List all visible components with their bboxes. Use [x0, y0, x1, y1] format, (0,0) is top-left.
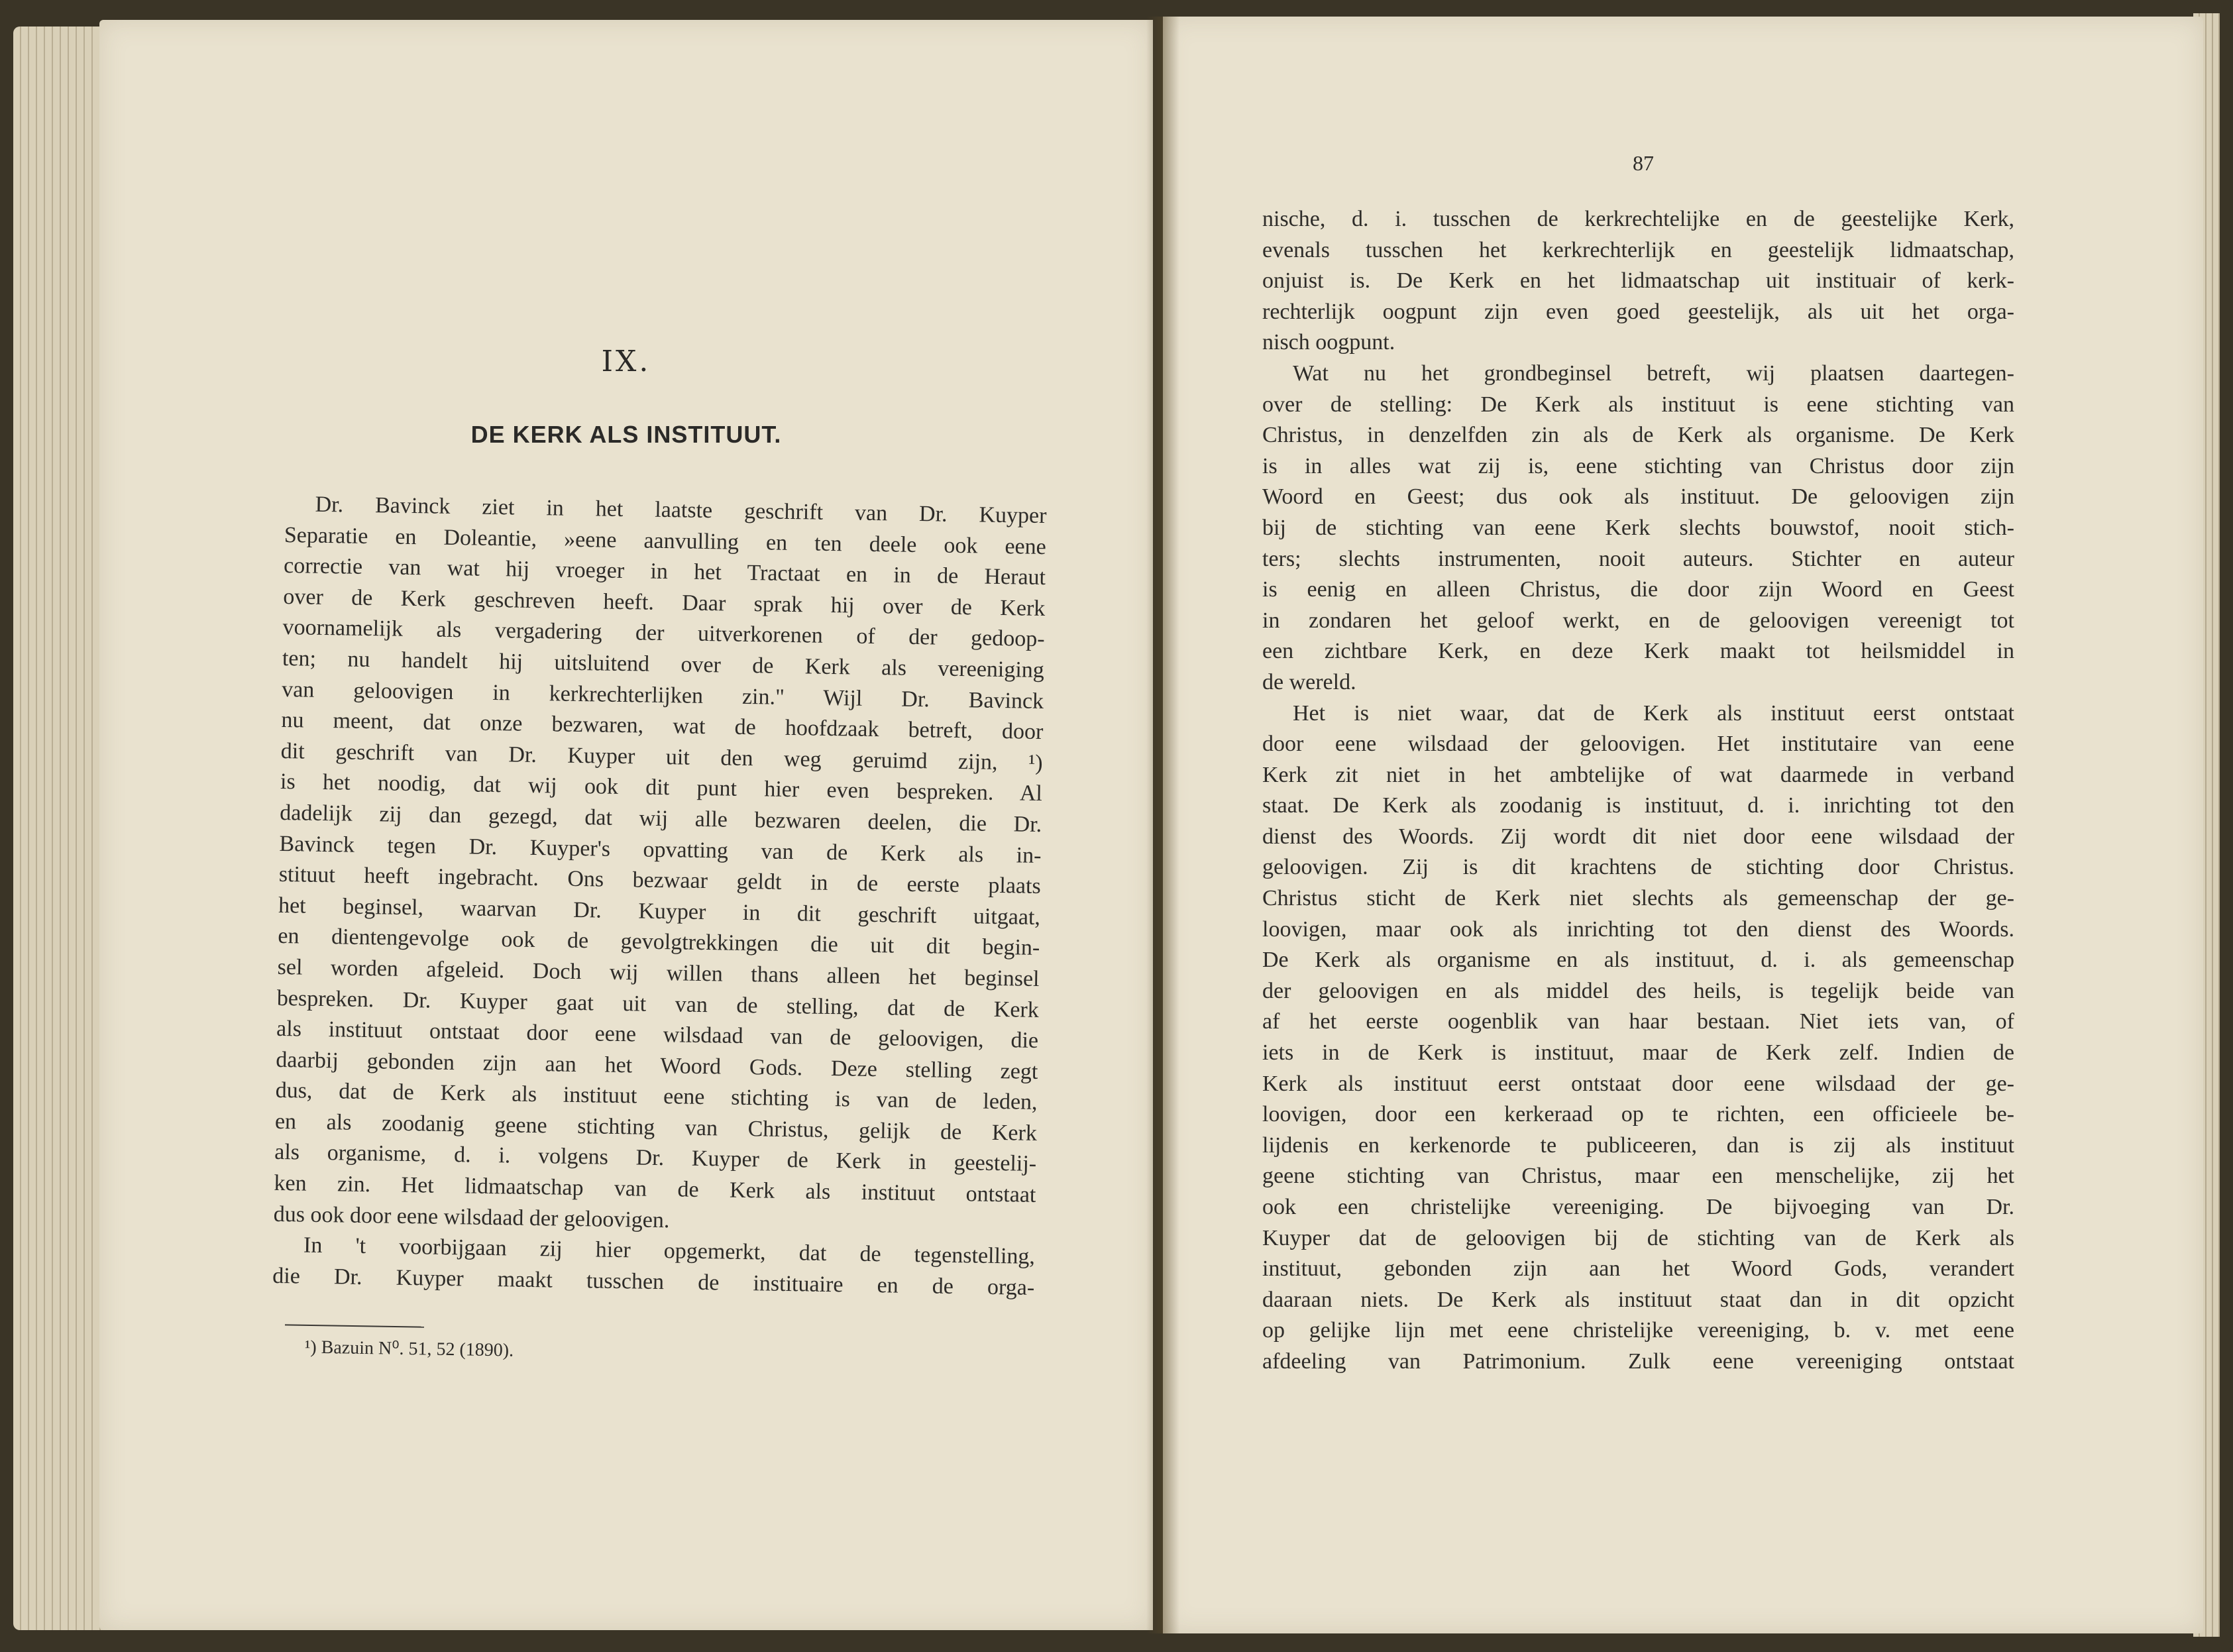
- text-line: af het eerste oogenblik van haar bestaan. Niet iets van, of: [1262, 1009, 2014, 1034]
- text-line: correctie van wat hij vroeger in het Tractaat en in de Heraut: [283, 553, 1046, 590]
- text-line: op gelijke lijn met eene christelijke vereeniging, b. v. met eene: [1262, 1318, 2014, 1343]
- text-line: Het is niet waar, dat de Kerk als instituut eerst ontstaat: [1293, 700, 2014, 726]
- text-line: Dr. Bavinck ziet in het laatste geschrift van Dr. Kuyper: [315, 492, 1047, 529]
- text-line: nisch oogpunt.: [1262, 330, 1395, 355]
- text-line: dienst des Woords. Zij wordt dit niet door eene wilsdaad der: [1262, 824, 2014, 849]
- text-line: Separatie en Doleantie, »eene aanvulling en ten deele ook eene: [284, 522, 1047, 559]
- text-line: en als zoodanig geene stichting van Christus, gelijk de Kerk: [274, 1109, 1038, 1146]
- text-line: staat. De Kerk als zoodanig is instituut, d. i. inrichting tot den: [1262, 793, 2014, 818]
- text-line: Woord en Geest; dus ook als instituut. De geloovigen zijn: [1262, 484, 2014, 510]
- text-line: daaraan niets. De Kerk als instituut staat dan in dit opzicht: [1262, 1287, 2014, 1312]
- footnote: ¹) Bazuin N⁰. 51, 52 (1890).: [304, 1337, 514, 1361]
- text-line: ten; nu handelt hij uitsluitend over de Kerk als vereeniging: [282, 645, 1045, 683]
- page-number: 87: [1633, 151, 1654, 175]
- text-line: loovigen, door een kerkeraad op te richten, een officieele be-: [1262, 1102, 2014, 1127]
- text-line: geloovigen. Zij is dit krachtens de stichting door Christus.: [1262, 855, 2014, 880]
- text-line: lijdenis en kerkenorde te publiceeren, dan is zij als instituut: [1262, 1132, 2014, 1158]
- text-line: Christus, in denzelfden zin als de Kerk als organisme. De Kerk: [1262, 423, 2014, 448]
- text-line: ken zin. Het lidmaatschap van de Kerk als instituut ontstaat: [274, 1170, 1036, 1207]
- text-line: der geloovigen en als middel des heils, is tegelijk beide van: [1262, 978, 2014, 1003]
- text-line: als organisme, d. i. volgens Dr. Kuyper de Kerk in geestelij-: [274, 1140, 1037, 1177]
- text-line: dit geschrift van Dr. Kuyper uit den weg geruimd zijn, ¹): [280, 738, 1043, 775]
- text-line: instituut, gebonden zijn aan het Woord Gods, verandert: [1262, 1256, 2014, 1282]
- text-line: de wereld.: [1262, 669, 1356, 694]
- text-line: is het noodig, dat wij ook dit punt hier even bespreken. Al: [280, 769, 1043, 806]
- text-line: bij de stichting van eene Kerk slechts bouwstof, nooit stich-: [1262, 515, 2014, 540]
- text-line: stituut heeft ingebracht. Ons bezwaar geldt in de eerste plaats: [278, 862, 1042, 899]
- text-line: daarbij gebonden zijn aan het Woord Gods. Deze stelling zegt: [276, 1047, 1038, 1084]
- text-line: als instituut ontstaat door eene wilsdaad van de geloovigen, die: [276, 1016, 1039, 1054]
- text-line: bespreken. Dr. Kuyper gaat uit van de stelling, dat de Kerk: [276, 985, 1040, 1022]
- text-line: Kerk zit niet in het ambtelijke of wat daarmede in verband: [1262, 762, 2014, 787]
- text-line: en dientengevolge ook de gevolgtrekkingen die uit dit begin-: [278, 924, 1040, 961]
- text-line: die Dr. Kuyper maakt tusschen de instituaire en de orga-: [272, 1263, 1035, 1300]
- left-page-body: [272, 489, 1047, 1303]
- text-line: Kerk als instituut eerst ontstaat door eene wilsdaad der ge-: [1262, 1071, 2014, 1096]
- text-line: De Kerk als organisme en als instituut, d. i. als gemeenschap: [1262, 948, 2014, 973]
- text-line: nu meent, dat onze bezwaren, wat de hoofdzaak betreft, door: [281, 708, 1044, 745]
- chapter-number: IX.: [601, 345, 651, 378]
- text-line: ook een christelijke vereeniging. De bijvoeging van Dr.: [1262, 1195, 2014, 1219]
- text-line: over de stelling: De Kerk als instituut is eene stichting van: [1262, 392, 2014, 417]
- right-page-body: [1262, 204, 2014, 1378]
- text-line: is eenig en alleen Christus, die door zijn Woord en Geest: [1262, 577, 2014, 602]
- text-line: dus ook door eene wilsdaad der geloovigen.: [273, 1201, 670, 1233]
- text-line: over de Kerk geschreven heeft. Daar sprak hij over de Kerk: [283, 584, 1046, 621]
- text-line: afdeeling van Patrimonium. Zulk eene vereeniging ontstaat: [1262, 1349, 2014, 1374]
- text-line: dus, dat de Kerk als instituut eene stichting is van de leden,: [275, 1078, 1038, 1115]
- text-line: Bavinck tegen Dr. Kuyper's opvatting van de Kerk als in-: [279, 831, 1042, 868]
- text-line: nische, d. i. tusschen de kerkrechtelijke en de geestelijke Kerk,: [1262, 207, 2014, 231]
- text-line: in zondaren het geloof werkt, en de geloovigen vereenigt tot: [1262, 608, 2014, 633]
- text-line: een zichtbare Kerk, en deze Kerk maakt tot heilsmiddel in: [1262, 639, 2014, 664]
- text-line: Wat nu het grondbeginsel betreft, wij plaatsen daartegen-: [1293, 360, 2014, 386]
- text-line: onjuist is. De Kerk en het lidmaatschap uit instituair of kerk-: [1262, 268, 2014, 294]
- text-line: geene stichting van Christus, maar een menschelijke, zij het: [1262, 1164, 2014, 1189]
- text-line: Kuyper dat de geloovigen bij de stichting van de Kerk als: [1262, 1225, 2014, 1250]
- text-line: Christus sticht de Kerk niet slechts als gemeenschap der ge-: [1262, 886, 2014, 911]
- chapter-title: DE KERK ALS INSTITUUT.: [470, 421, 782, 448]
- book-gutter: [1146, 17, 1179, 1633]
- text-line: iets in de Kerk is instituut, maar de Kerk zelf. Indien de: [1262, 1040, 2014, 1066]
- text-line: van geloovigen in kerkrechterlijken zin." Wijl Dr. Bavinck: [281, 677, 1044, 714]
- text-line: ters; slechts instrumenten, nooit auteurs. Stichter en auteur: [1262, 546, 2014, 571]
- text-line: evenals tusschen het kerkrechterlijk en geestelijk lidmaatschap,: [1262, 237, 2014, 262]
- text-line: is in alles wat zij is, eene stichting van Christus door zijn: [1262, 453, 2014, 478]
- text-line: voornamelijk als vergadering der uitverkorenen of der gedoop-: [282, 615, 1045, 652]
- text-line: rechterlijk oogpunt zijn even goed geestelijk, als uit het orga-: [1262, 299, 2014, 324]
- text-line: het beginsel, waarvan Dr. Kuyper in dit geschrift uitgaat,: [278, 893, 1041, 930]
- text-line: dadelijk zij dan gezegd, dat wij alle bezwaren deelen, die Dr.: [280, 800, 1042, 837]
- text-line: loovigen, maar ook als inrichting tot den dienst des Woords.: [1262, 916, 2014, 942]
- text-line: door eene wilsdaad der geloovigen. Het institutaire van eene: [1262, 732, 2014, 757]
- text-line: sel worden afgeleid. Doch wij willen thans alleen het beginsel: [277, 954, 1040, 991]
- text-line: In 't voorbijgaan zij hier opgemerkt, dat de tegenstelling,: [303, 1233, 1036, 1270]
